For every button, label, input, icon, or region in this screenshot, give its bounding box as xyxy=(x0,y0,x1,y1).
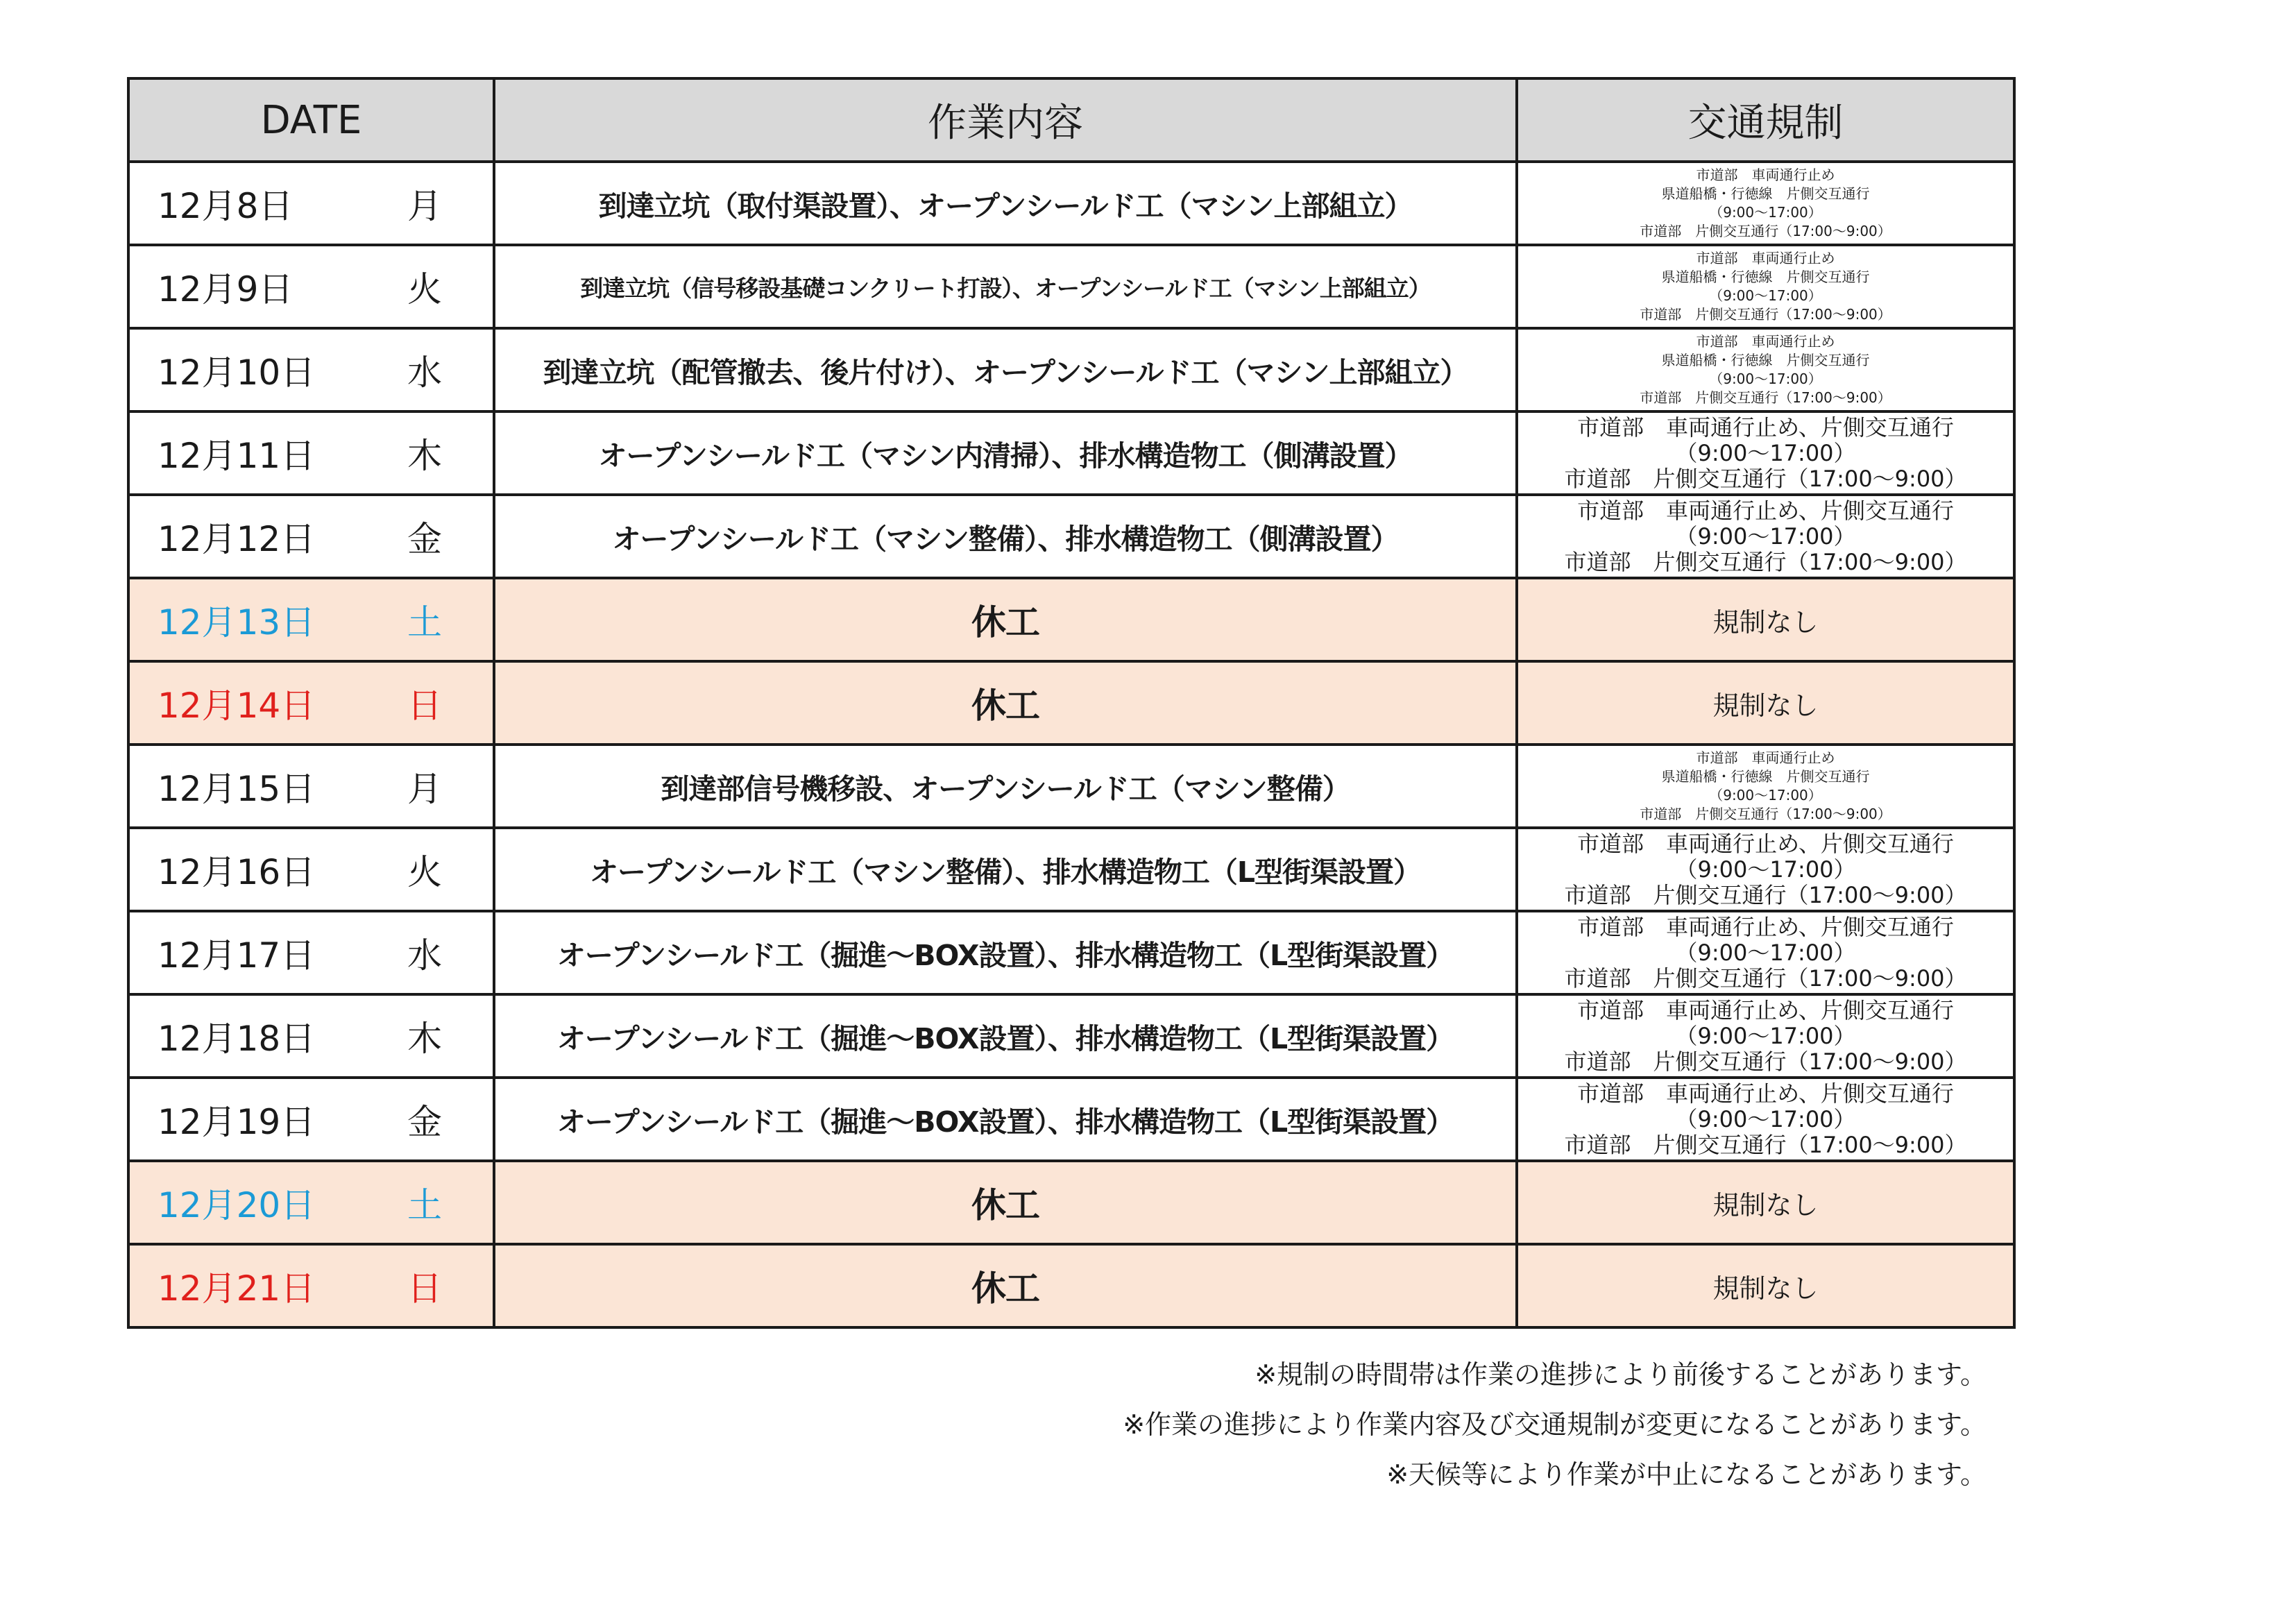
header-row xyxy=(128,78,2014,162)
schedule-row xyxy=(128,245,2014,328)
weekday-text: 金 xyxy=(407,519,442,559)
traffic-line: 市道部 片側交互通行（17:00～9:00） xyxy=(1564,965,1967,992)
date-cell xyxy=(128,745,494,828)
date-cell xyxy=(128,411,494,495)
work-cell: 到達立坑（信号移設基礎コンクリート打設）、オープンシールド工（マシン上部組立） xyxy=(494,245,1517,328)
date-text: 12月14日 xyxy=(158,686,316,726)
header-work: 作業内容 xyxy=(494,78,1517,162)
schedule-row xyxy=(128,328,2014,411)
traffic-cell xyxy=(1517,1161,2014,1244)
traffic-cell xyxy=(1517,162,2014,245)
note-weather: ※天候等により作業が中止になることがあります。 xyxy=(1386,1459,1987,1490)
schedule-row xyxy=(128,1078,2014,1161)
traffic-line: 市道部 片側交互通行（17:00～9:00） xyxy=(1640,306,1891,323)
weekday-text: 月 xyxy=(407,186,442,226)
date-cell xyxy=(128,578,494,661)
work-cell: オープンシールド工（マシン内清掃）、排水構造物工（側溝設置） xyxy=(494,411,1517,495)
date-text: 12月21日 xyxy=(158,1268,316,1309)
weekday-text: 土 xyxy=(407,1185,442,1225)
date-text: 12月18日 xyxy=(158,1019,316,1059)
date-cell xyxy=(128,1078,494,1161)
traffic-cell xyxy=(1517,745,2014,828)
traffic-line: 市道部 片側交互通行（17:00～9:00） xyxy=(1564,1131,1967,1158)
date-text: 12月17日 xyxy=(158,935,316,976)
header-date: DATE xyxy=(128,78,494,162)
traffic-line: 市道部 車両通行止め xyxy=(1696,749,1835,766)
traffic-line: （9:00～17:00） xyxy=(1675,1105,1856,1132)
date-text: 12月8日 xyxy=(158,186,294,226)
work-cell: オープンシールド工（掘進～BOX設置）、排水構造物工（L型街渠設置） xyxy=(494,911,1517,994)
work-cell: 休工 xyxy=(494,578,1517,661)
traffic-cell xyxy=(1517,411,2014,495)
schedule-row xyxy=(128,828,2014,911)
traffic-cell xyxy=(1517,661,2014,745)
traffic-line: （9:00～17:00） xyxy=(1709,204,1822,221)
schedule-row xyxy=(128,1244,2014,1327)
work-cell: オープンシールド工（マシン整備）、排水構造物工（側溝設置） xyxy=(494,495,1517,578)
date-cell xyxy=(128,994,494,1078)
schedule-row xyxy=(128,411,2014,495)
weekday-text: 金 xyxy=(407,1102,442,1142)
date-cell xyxy=(128,911,494,994)
date-cell xyxy=(128,328,494,411)
work-cell: オープンシールド工（掘進～BOX設置）、排水構造物工（L型街渠設置） xyxy=(494,1078,1517,1161)
traffic-line: 規制なし xyxy=(1712,606,1819,638)
date-cell xyxy=(128,828,494,911)
traffic-line: （9:00～17:00） xyxy=(1675,856,1856,883)
work-cell: 休工 xyxy=(494,1161,1517,1244)
traffic-line: 市道部 片側交互通行（17:00～9:00） xyxy=(1640,223,1891,239)
traffic-cell xyxy=(1517,245,2014,328)
traffic-line: 規制なし xyxy=(1712,1273,1819,1304)
work-cell: 休工 xyxy=(494,1244,1517,1327)
schedule-row xyxy=(128,911,2014,994)
traffic-cell xyxy=(1517,1078,2014,1161)
date-text: 12月12日 xyxy=(158,519,316,559)
work-cell: 到達立坑（配管撤去、後片付け）、オープンシールド工（マシン上部組立） xyxy=(494,328,1517,411)
traffic-line: 市道部 車両通行止め、片側交互通行 xyxy=(1577,996,1954,1023)
work-cell: オープンシールド工（掘進～BOX設置）、排水構造物工（L型街渠設置） xyxy=(494,994,1517,1078)
traffic-cell xyxy=(1517,578,2014,661)
traffic-line: 県道船橋・行徳線 片側交互通行 xyxy=(1661,352,1870,368)
traffic-line: （9:00～17:00） xyxy=(1675,939,1856,966)
schedule-row xyxy=(128,578,2014,661)
traffic-line: （9:00～17:00） xyxy=(1675,439,1856,466)
traffic-line: （9:00～17:00） xyxy=(1709,371,1822,387)
traffic-line: 市道部 車両通行止め xyxy=(1696,333,1835,350)
work-cell: 到達部信号機移設、オープンシールド工（マシン整備） xyxy=(494,745,1517,828)
traffic-line: （9:00～17:00） xyxy=(1709,787,1822,804)
date-cell xyxy=(128,1161,494,1244)
schedule-row xyxy=(128,495,2014,578)
date-cell xyxy=(128,661,494,745)
traffic-cell xyxy=(1517,911,2014,994)
traffic-line: 市道部 車両通行止め、片側交互通行 xyxy=(1577,913,1954,940)
traffic-line: 市道部 車両通行止め xyxy=(1696,167,1835,183)
date-cell xyxy=(128,495,494,578)
header-traffic: 交通規制 xyxy=(1517,78,2014,162)
traffic-cell xyxy=(1517,328,2014,411)
work-cell: 到達立坑（取付渠設置）、オープンシールド工（マシン上部組立） xyxy=(494,162,1517,245)
traffic-line: 県道船橋・行徳線 片側交互通行 xyxy=(1661,768,1870,785)
traffic-line: 市道部 車両通行止め、片側交互通行 xyxy=(1577,414,1954,441)
traffic-line: （9:00～17:00） xyxy=(1675,1022,1856,1049)
schedule-row xyxy=(128,745,2014,828)
work-cell: 休工 xyxy=(494,661,1517,745)
traffic-line: 市道部 車両通行止め xyxy=(1696,250,1835,266)
traffic-line: 市道部 片側交互通行（17:00～9:00） xyxy=(1640,389,1891,406)
weekday-text: 月 xyxy=(407,769,442,809)
weekday-text: 木 xyxy=(407,436,442,476)
schedule-row xyxy=(128,1161,2014,1244)
schedule-row xyxy=(128,661,2014,745)
date-text: 12月11日 xyxy=(158,436,316,476)
traffic-cell xyxy=(1517,495,2014,578)
schedule-row xyxy=(128,994,2014,1078)
date-cell xyxy=(128,1244,494,1327)
notes xyxy=(1123,1350,1987,1499)
weekday-text: 火 xyxy=(407,269,442,309)
date-text: 12月9日 xyxy=(158,269,294,309)
note-schedule-change: ※規制の時間帯は作業の進捗により前後することがあります。 xyxy=(1255,1359,1987,1390)
date-text: 12月16日 xyxy=(158,852,316,892)
work-cell: オープンシールド工（マシン整備）、排水構造物工（L型街渠設置） xyxy=(494,828,1517,911)
traffic-cell xyxy=(1517,1244,2014,1327)
traffic-line: （9:00～17:00） xyxy=(1709,287,1822,304)
date-text: 12月10日 xyxy=(158,352,316,393)
date-text: 12月19日 xyxy=(158,1102,316,1142)
schedule-row xyxy=(128,162,2014,245)
traffic-line: 市道部 片側交互通行（17:00～9:00） xyxy=(1564,881,1967,908)
traffic-line: 規制なし xyxy=(1712,1189,1819,1221)
traffic-line: 県道船橋・行徳線 片側交互通行 xyxy=(1661,269,1870,285)
note-content-change: ※作業の進捗により作業内容及び交通規制が変更になることがあります。 xyxy=(1123,1409,1987,1440)
weekday-text: 水 xyxy=(407,935,442,976)
traffic-line: 市道部 車両通行止め、片側交互通行 xyxy=(1577,1080,1954,1107)
weekday-text: 火 xyxy=(407,852,442,892)
traffic-line: 規制なし xyxy=(1712,690,1819,721)
schedule-table xyxy=(127,77,2016,1329)
traffic-cell xyxy=(1517,828,2014,911)
weekday-text: 土 xyxy=(407,602,442,643)
date-text: 12月20日 xyxy=(158,1185,316,1225)
weekday-text: 水 xyxy=(407,352,442,393)
date-text: 12月15日 xyxy=(158,769,316,809)
traffic-line: 市道部 片側交互通行（17:00～9:00） xyxy=(1564,548,1967,575)
traffic-line: 県道船橋・行徳線 片側交互通行 xyxy=(1661,185,1870,202)
date-text: 12月13日 xyxy=(158,602,316,643)
traffic-line: （9:00～17:00） xyxy=(1675,522,1856,550)
traffic-line: 市道部 片側交互通行（17:00～9:00） xyxy=(1640,806,1891,822)
date-cell xyxy=(128,245,494,328)
traffic-line: 市道部 車両通行止め、片側交互通行 xyxy=(1577,830,1954,857)
date-cell xyxy=(128,162,494,245)
traffic-line: 市道部 車両通行止め、片側交互通行 xyxy=(1577,497,1954,524)
weekday-text: 木 xyxy=(407,1019,442,1059)
weekday-text: 日 xyxy=(407,686,442,726)
traffic-line: 市道部 片側交互通行（17:00～9:00） xyxy=(1564,1048,1967,1075)
traffic-line: 市道部 片側交互通行（17:00～9:00） xyxy=(1564,465,1967,492)
traffic-cell xyxy=(1517,994,2014,1078)
weekday-text: 日 xyxy=(407,1268,442,1309)
